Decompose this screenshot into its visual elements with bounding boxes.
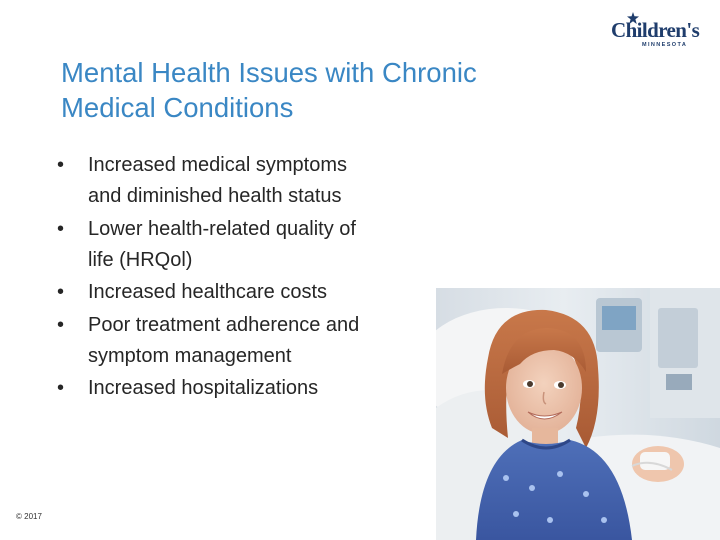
photo-child-in-hospital-bed xyxy=(436,288,720,540)
bullet-line: Lower health-related quality of xyxy=(88,217,356,240)
bullet-item xyxy=(57,373,437,404)
bullet-line: and diminished health status xyxy=(88,185,342,207)
bullet-dot: • xyxy=(57,377,65,399)
title-line: Medical Conditions xyxy=(61,92,294,123)
bullet-list xyxy=(57,150,437,406)
copyright-text: © 2017 xyxy=(16,512,42,521)
bullet-line: Increased healthcare costs xyxy=(88,281,328,303)
bullet-line: Increased hospitalizations xyxy=(88,377,319,399)
bullet-line: Increased medical symptoms xyxy=(88,154,347,176)
childrens-minnesota-logo xyxy=(606,12,710,52)
bullet-dot: • xyxy=(57,313,65,336)
bullet-item xyxy=(57,150,437,212)
title-line: Mental Health Issues with Chronic xyxy=(61,57,477,88)
logo-wordmark: Children's xyxy=(611,18,700,42)
bullet-dot: • xyxy=(57,281,65,303)
bullet-dot: • xyxy=(57,217,65,240)
slide-title xyxy=(61,55,601,125)
bullet-line: symptom management xyxy=(88,344,292,367)
bullet-item xyxy=(57,214,437,276)
bullet-item xyxy=(57,277,437,308)
bullet-dot: • xyxy=(57,154,65,176)
bullet-item xyxy=(57,310,437,372)
bullet-line: life (HRQol) xyxy=(88,248,193,271)
bullet-line: Poor treatment adherence and xyxy=(88,313,360,336)
logo-subtitle: MINNESOTA xyxy=(642,42,688,48)
